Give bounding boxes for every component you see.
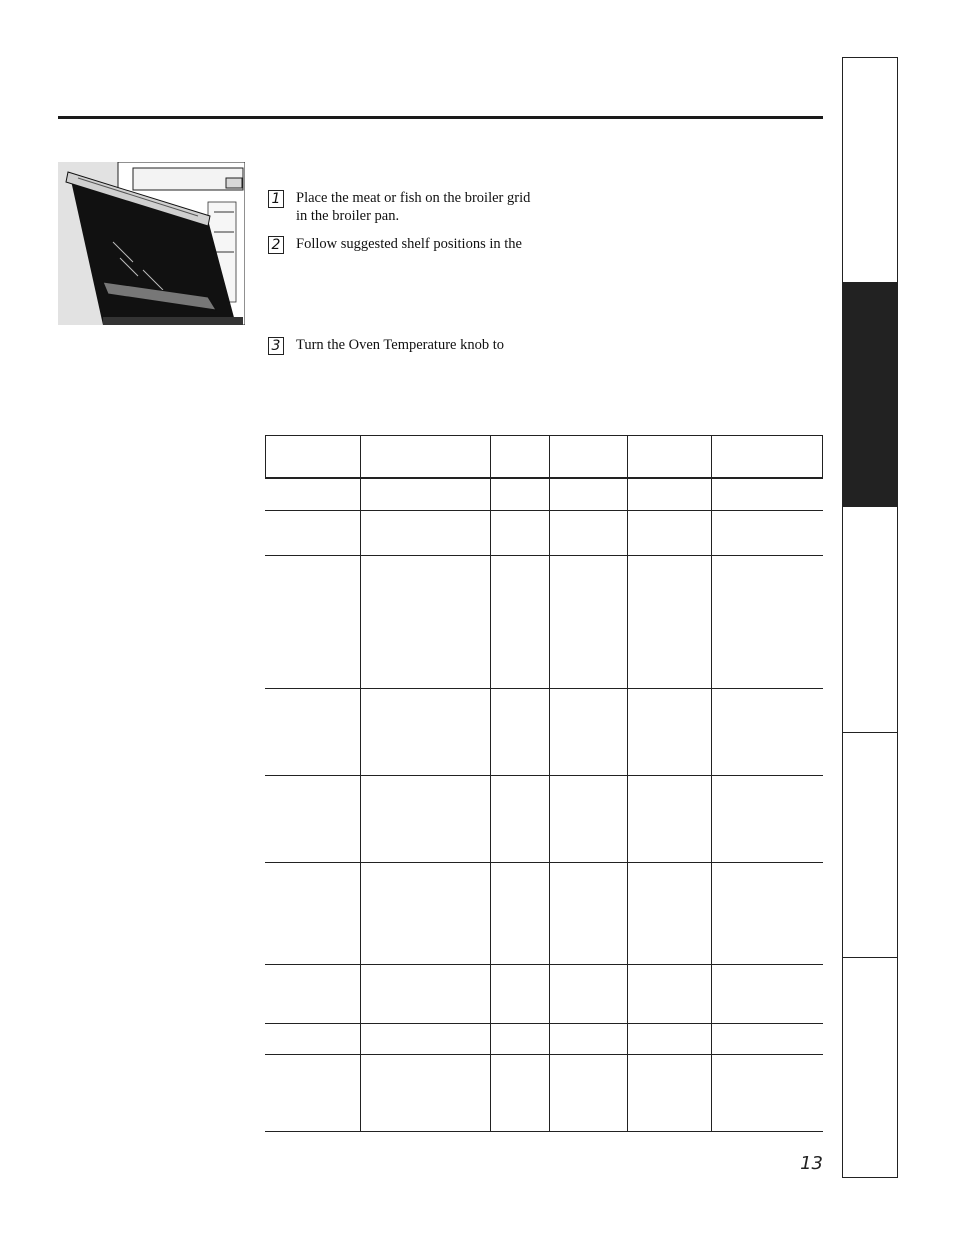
- table-row: [265, 775, 823, 776]
- table-row: [265, 510, 823, 511]
- page-number: 13: [800, 1153, 823, 1174]
- section-tab-4[interactable]: [843, 732, 897, 957]
- step-text-2: Follow suggested shelf positions in the: [296, 236, 522, 252]
- step-number-3: 3: [268, 337, 284, 355]
- table-row: [265, 1054, 823, 1055]
- table-header: [265, 435, 823, 478]
- broiling-guide-table: [265, 435, 823, 1132]
- step-number-1: 1: [268, 190, 284, 208]
- column-divider: [360, 435, 361, 1132]
- oven-door-illustration: [58, 162, 245, 325]
- column-divider: [490, 435, 491, 1132]
- step-text-3: Turn the Oven Temperature knob to: [296, 337, 504, 353]
- table-row: [265, 478, 823, 479]
- section-tab-3[interactable]: [843, 507, 897, 732]
- table-row: [265, 688, 823, 689]
- table-row: [265, 555, 823, 556]
- step-number-2: 2: [268, 236, 284, 254]
- top-rule: [58, 116, 823, 119]
- table-row: [265, 1131, 823, 1132]
- column-divider: [627, 435, 628, 1132]
- section-tab-5[interactable]: [843, 957, 897, 1177]
- table-row: [265, 862, 823, 863]
- column-divider: [549, 435, 550, 1132]
- section-tabs: [842, 57, 898, 1178]
- table-row: [265, 1023, 823, 1024]
- section-tab-1[interactable]: [843, 58, 897, 282]
- column-divider: [711, 435, 712, 1132]
- step-text-1: Place the meat or fish on the broiler grid in the broiler pan.: [296, 190, 531, 224]
- section-tab-2-active[interactable]: [843, 282, 897, 507]
- table-row: [265, 964, 823, 965]
